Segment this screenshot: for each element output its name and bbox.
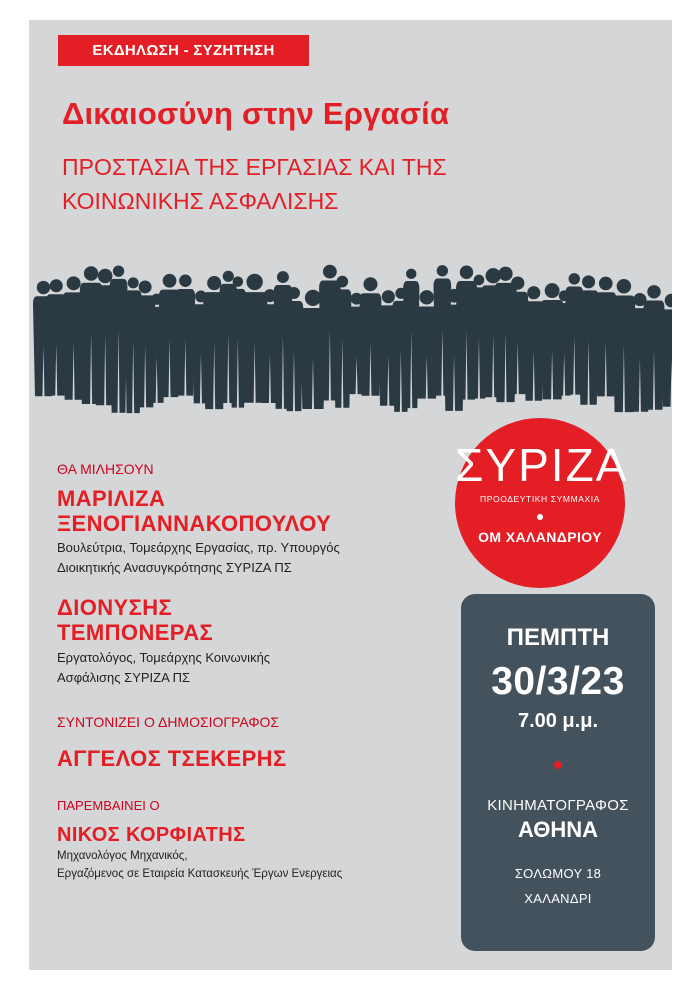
logo-branch: ΟΜ ΧΑΛΑΝΔΡΙΟΥ [478,529,602,545]
speaker-description: Βουλεύτρια, Τομεάρχης Εργασίας, πρ. Υπουργός [57,540,340,555]
venue-label: ΚΙΝΗΜΑΤΟΓΡΑΦΟΣ [487,797,629,814]
event-day: ΠΕΜΠΤΗ [506,624,610,651]
guest-name: ΝΙΚΟΣ ΚΟΡΦΙΑΤΗΣ [57,824,246,846]
event-details-box [461,594,655,951]
speaker-name: ΞΕΝΟΓΙΑΝΝΑΚΟΠΟΥΛΟΥ [57,511,332,536]
event-type-tag: ΕΚΔΗΛΩΣΗ - ΣΥΖΗΤΗΣΗ [58,35,309,66]
separator-dot-icon [554,761,562,769]
guest-description: Μηχανολόγος Μηχανικός, [57,850,188,862]
speaker-name: ΜΑΡΙΛΙΖΑ [57,486,166,511]
logo-subtitle: ΠΡΟΟΔΕΥΤΙΚΗ ΣΥΜΜΑΧΙΑ [479,494,601,504]
crowd-silhouette-image [29,244,672,419]
venue-address [461,861,655,911]
logo-wordmark: ΣΥΡΙΖΑ [455,439,629,491]
speaker-description: Ασφάλισης ΣΥΡΙΖΑ ΠΣ [57,670,191,685]
speaker-description: Εργατολόγος, Τομεάρχης Κοινωνικής [57,650,271,665]
event-poster [29,20,672,970]
venue-name: ΑΘΗΝΑ [517,817,599,842]
logo-dot-icon [537,514,543,520]
address-street: ΣΟΛΩΜΟΥ 18 [514,866,602,881]
poster-subtitle: ΠΡΟΣΤΑΣΙΑ ΤΗΣ ΕΡΓΑΣΙΑΣ ΚΑΙ ΤΗΣ ΚΟΙΝΩΝΙΚΗΣ ΑΣΦΑΛΙΣΗΣ [62,154,447,214]
poster-title: Δικαιοσύνη στην Εργασία [62,96,450,131]
address-area: ΧΑΛΑΝΔΡΙ [524,891,592,906]
syriza-logo [455,418,629,588]
speaker-name: ΤΕΜΠΟΝΕΡΑΣ [57,620,214,645]
event-date: 30/3/23 [491,660,625,703]
speaker-name: ΔΙΟΝΥΣΗΣ [57,595,173,620]
speaker-description: Διοικητικής Ανασυγκρότησης ΣΥΡΙΖΑ ΠΣ [57,560,292,575]
event-time: 7.00 μ.μ. [517,710,599,732]
moderator-name: ΑΓΓΕΛΟΣ ΤΣΕΚΕΡΗΣ [57,746,287,771]
guest-label: ΠΑΡΕΜΒΑΙΝΕΙ Ο [57,798,160,813]
moderator-label: ΣΥΝΤΟΝΙΖΕΙ Ο ΔΗΜΟΣΙΟΓΡΑΦΟΣ [57,714,280,730]
guest-description: Εργαζόμενος σε Εταιρεία Κατασκευής Έργων Ενεργειας [57,868,343,880]
speakers-label: ΘΑ ΜΙΛΗΣΟΥΝ [57,461,154,477]
